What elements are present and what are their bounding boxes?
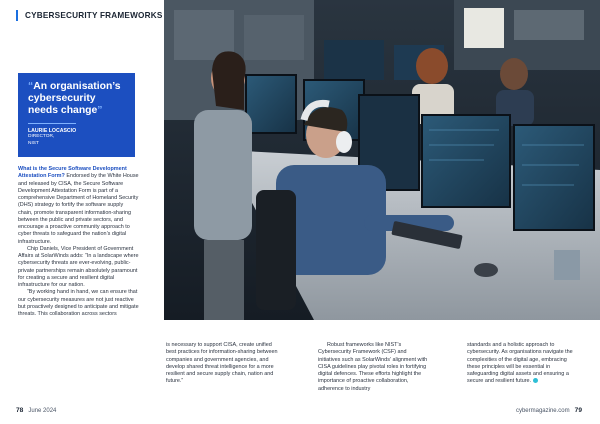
article-paragraph-1: Endorsed by the White House and released by CISA, the Secure Software Development Attestation Form is part of a comprehensive Department of Homeland Security (DHS) strategy to fortify the software supply chain, promote transparent information-sharing between the public and private sectors, and encourage a proactive community approach to cyber threats to safeguard the nation’s digital infrastructure.: [18, 173, 139, 245]
section-title: CYBERSECURITY FRAMEWORKS: [25, 11, 163, 20]
quote-author-name: LAURIE LOCASCIO: [28, 128, 77, 134]
pull-quote-divider: [28, 123, 76, 124]
quote-author-role-1: DIRECTOR,: [28, 134, 55, 140]
pull-quote-body: An organisation’s cybersecurity needs change: [28, 81, 121, 116]
pull-quote-text: [28, 81, 125, 117]
article-paragraph-4: is necessary to support CISA, create unified best practices for information-sharing between companies and government agencies, and develop shared threat intelligence for a more resilient and secure supply chain, nation and future.”: [166, 342, 278, 385]
operations-room-photo: [164, 0, 600, 320]
article-column-1: [18, 166, 139, 318]
footer-left: [16, 407, 56, 414]
page-number-left: 78: [16, 407, 24, 414]
photo-illustration: [164, 0, 600, 320]
article-paragraph-3: “By working hand in hand, we can ensure that our cybersecurity measures are not just reactive but proactively designed to anticipate and mitigate threats. This collaboration across sectors: [18, 289, 139, 317]
open-quote-mark: “: [28, 81, 34, 92]
section-header: [16, 10, 162, 21]
issue-date: June 2024: [28, 408, 57, 414]
pull-quote: [18, 73, 135, 157]
article-column-2: [166, 342, 278, 386]
article-paragraph-2: Chip Daniels, Vice President of Government Affairs at SolarWinds adds: “In a landscape where cybersecurity threats are ever-evolving, public-private partnerships remain absolutely paramount for creating a secure and resilient digital infrastructure for our nation.: [18, 245, 139, 288]
quote-author-role-2: NIST: [28, 140, 39, 146]
footer-right: [516, 407, 582, 414]
article-paragraph-6: standards and a holistic approach to cybersecurity. As organisations navigate the complexities of the digital age, embracing these principles will be essential in safeguarding digital assets and ensuring a secure and resilient future.: [467, 342, 573, 385]
article-paragraph-5: Robust frameworks like NIST’s Cybersecurity Framework (CSF) and initiatives such as SolarWinds’ alignment with CISA guidelines play pivotal roles in fortifying digital defences. These efforts highlight the importance of proactive collaboration, adherence to industry: [318, 342, 428, 392]
article-column-3: [318, 342, 428, 393]
close-quote-mark: ”: [97, 105, 103, 116]
article-column-4: [467, 342, 579, 386]
end-of-article-icon: [533, 378, 538, 383]
page-number-right: 79: [574, 407, 582, 414]
website-url: cybermagazine.com: [515, 408, 570, 414]
section-accent-bar: [16, 10, 18, 21]
article-subheading: What is the Secure Software Development Attestation Form?: [18, 166, 127, 180]
